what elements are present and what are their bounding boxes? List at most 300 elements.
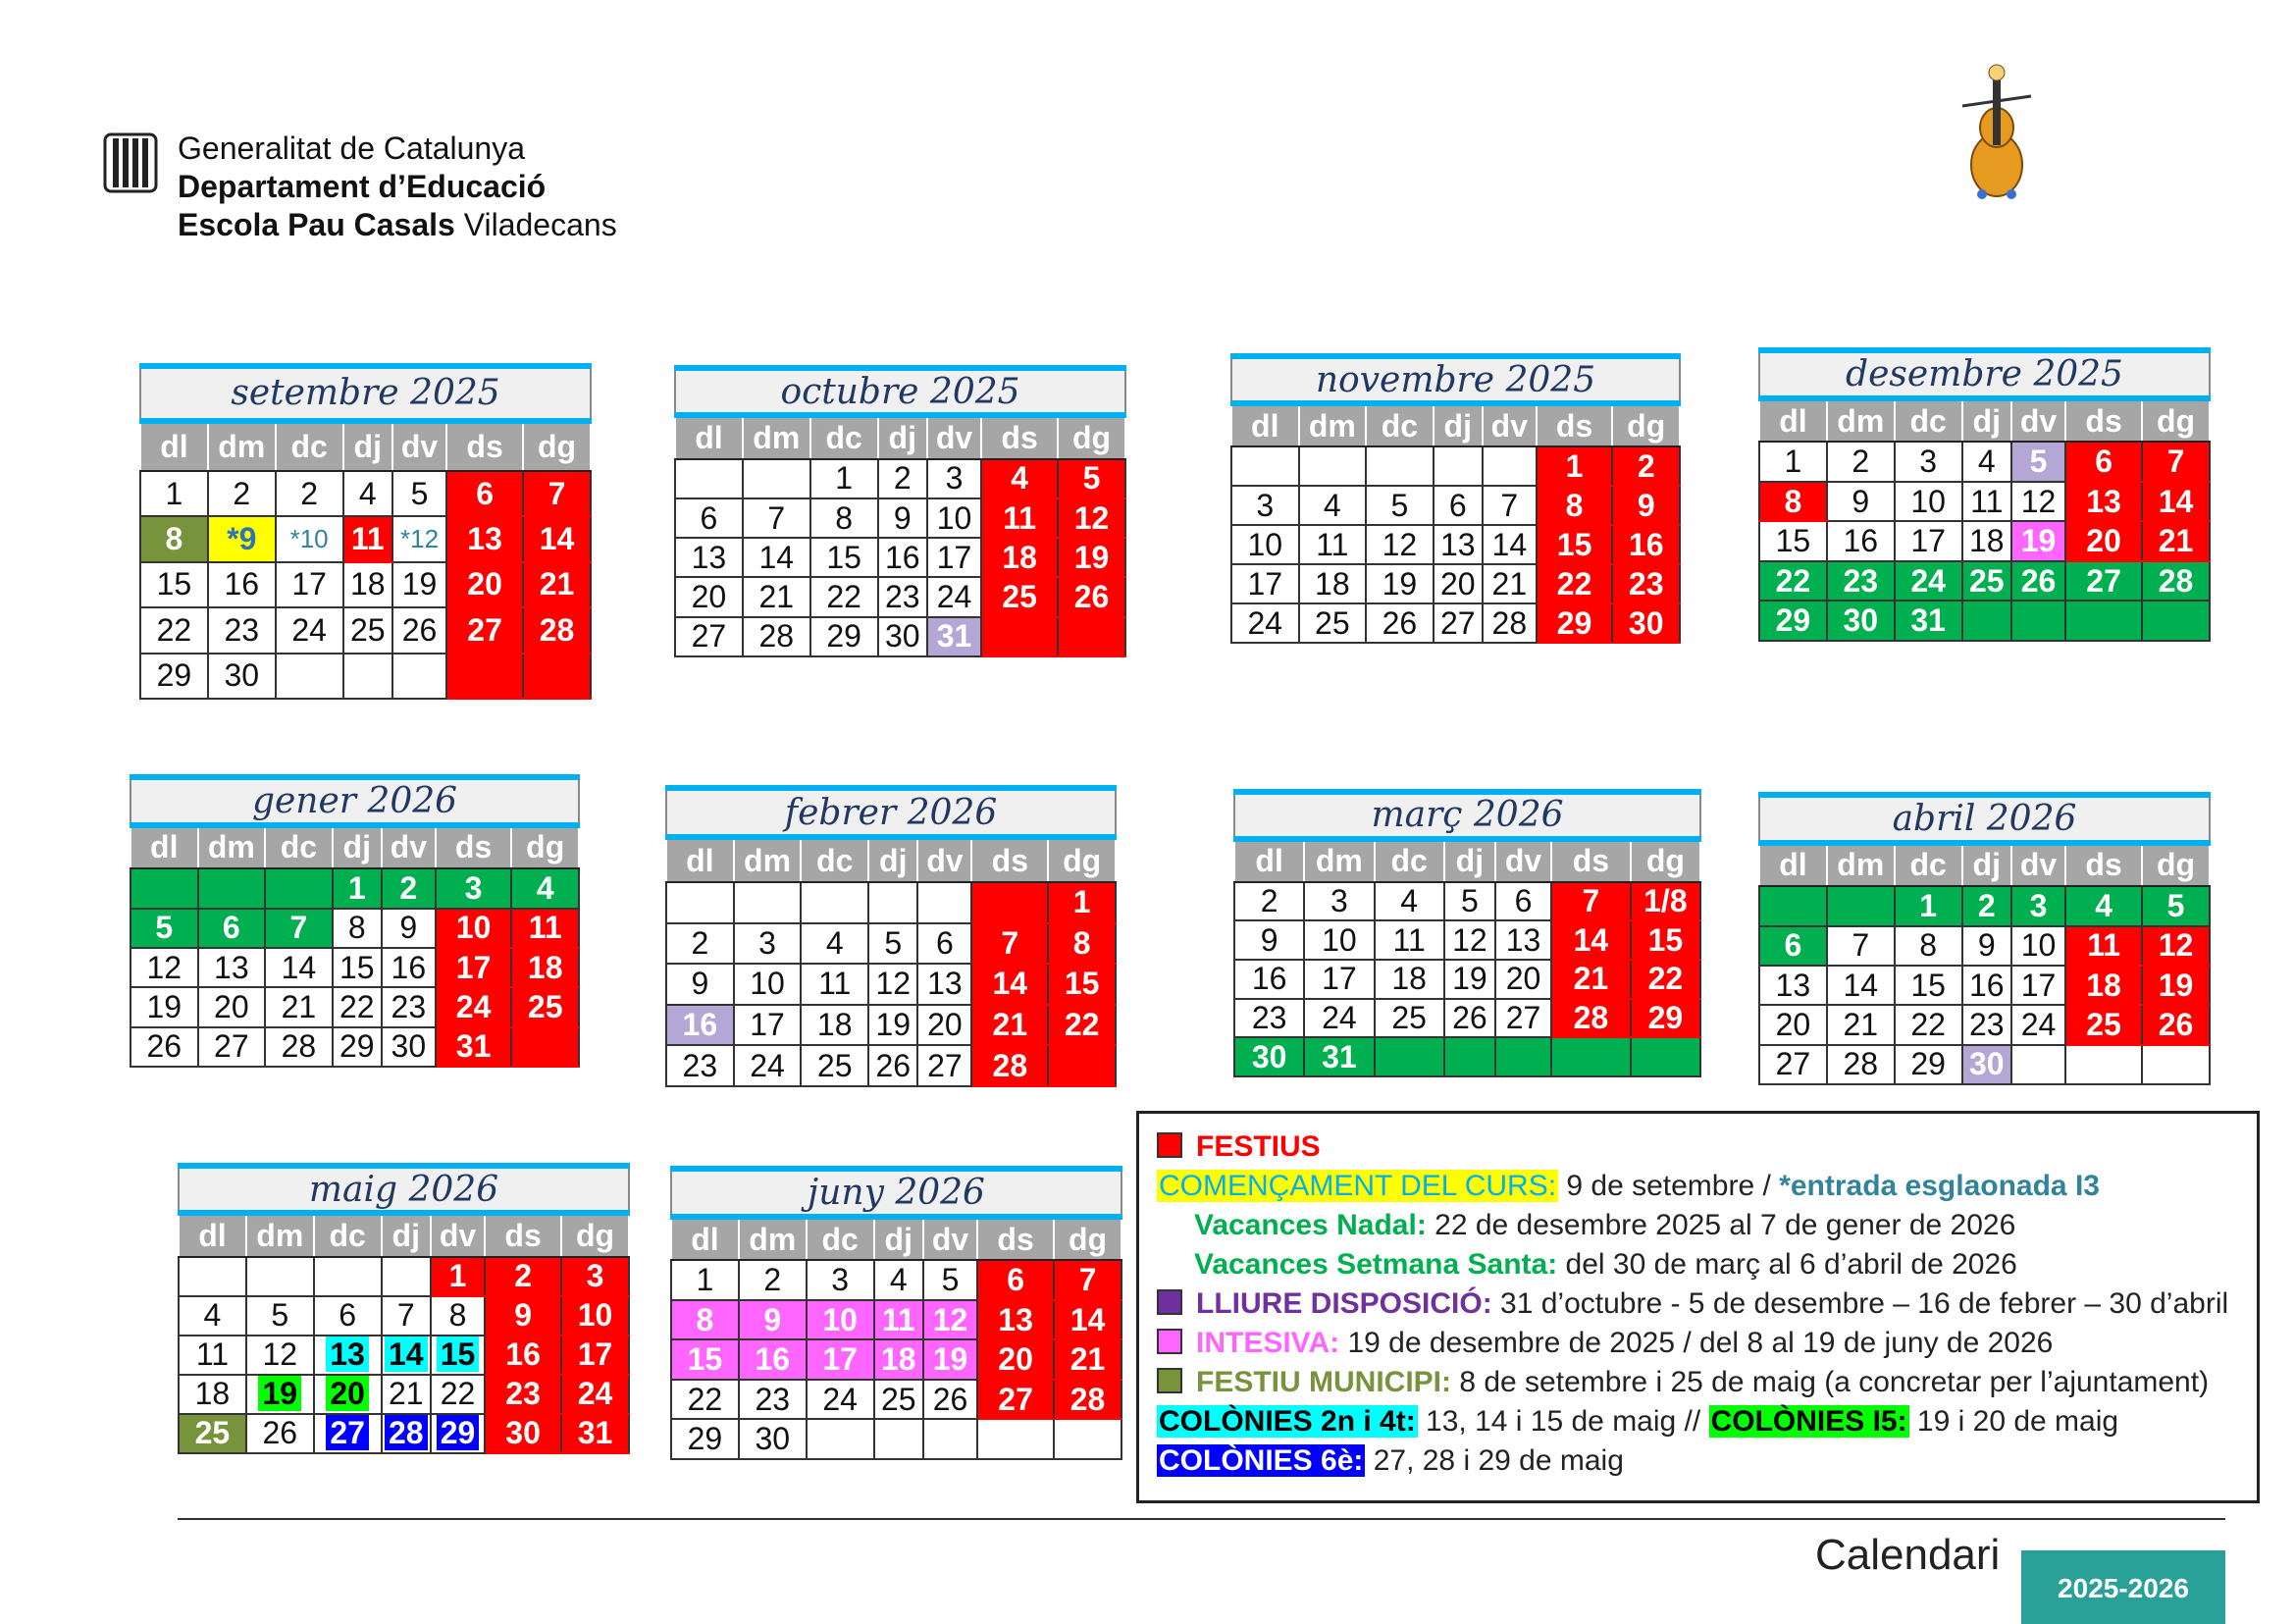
day-cell <box>1366 525 1434 564</box>
day-number: 22 <box>440 1376 476 1412</box>
day-cell <box>917 1005 971 1046</box>
day-number: 8 <box>1919 927 1937 964</box>
day-number: 26 <box>875 1047 912 1083</box>
day-cell <box>1612 603 1680 643</box>
day-cell <box>1962 1005 2011 1044</box>
day-cell <box>561 1257 629 1296</box>
day-cell <box>868 882 917 923</box>
day-number: 12 <box>2158 927 2194 964</box>
week-row <box>130 987 579 1026</box>
day-cell <box>2011 1005 2065 1044</box>
day-cell <box>2142 521 2210 561</box>
day-number: 5 <box>1460 882 1479 918</box>
day-number: 11 <box>818 966 852 1002</box>
legend-col6-text: 27, 28 i 29 de maig <box>1365 1444 1624 1477</box>
legend-col24-label: COLÒNIES 2n i 4t: <box>1159 1405 1416 1438</box>
day-cell <box>140 654 208 699</box>
day-cell <box>1231 486 1299 525</box>
day-number: *9 <box>227 521 257 557</box>
day-cell <box>276 516 343 561</box>
day-number: 24 <box>1322 999 1357 1035</box>
day-number: 24 <box>822 1381 858 1417</box>
day-cell <box>1895 561 1962 602</box>
day-cell <box>265 909 333 948</box>
day-number: 27 <box>326 1415 369 1450</box>
day-number: 2 <box>514 1258 532 1294</box>
day-number: 11 <box>881 1301 915 1337</box>
day-number: 3 <box>831 1262 849 1298</box>
weekday-header: dj <box>382 1213 431 1256</box>
day-number: 18 <box>194 1376 231 1412</box>
day-cell <box>1631 960 1700 999</box>
day-cell <box>1366 603 1434 643</box>
day-cell <box>561 1375 629 1414</box>
month-title: octubre 2025 <box>675 368 1125 415</box>
day-number: 13 <box>1505 921 1541 958</box>
weekday-header: dl <box>1234 839 1304 882</box>
day-cell <box>1444 882 1495 921</box>
day-cell <box>2011 1045 2065 1084</box>
day-number: 23 <box>1968 1006 2005 1042</box>
day-cell <box>671 1300 739 1340</box>
day-cell <box>392 607 446 653</box>
day-number: 21 <box>2158 523 2194 559</box>
day-cell <box>1551 960 1631 999</box>
day-cell <box>927 577 981 616</box>
day-cell <box>511 909 579 948</box>
day-cell <box>977 1260 1054 1300</box>
day-number: 15 <box>1556 526 1592 562</box>
day-cell <box>1895 1045 1962 1084</box>
week-row <box>666 1045 1116 1086</box>
day-cell <box>1048 964 1116 1005</box>
day-cell <box>179 1375 246 1414</box>
day-number: 25 <box>816 1047 853 1083</box>
day-cell <box>1759 926 1827 966</box>
day-cell <box>971 1005 1048 1046</box>
header-line2: Departament d’Educació <box>178 169 547 204</box>
day-number: 7 <box>1001 924 1019 961</box>
week-row <box>1759 601 2210 641</box>
day-cell <box>2065 1045 2142 1084</box>
day-cell <box>1612 525 1680 564</box>
weekday-header: dc <box>1366 403 1434 446</box>
day-number: 6 <box>936 924 954 961</box>
day-number: 23 <box>505 1376 541 1412</box>
day-cell <box>1962 1045 2011 1084</box>
day-cell <box>801 1045 868 1086</box>
day-cell <box>276 562 343 607</box>
day-number: 26 <box>401 611 438 648</box>
day-number: 1 <box>448 1258 467 1294</box>
day-number: 6 <box>1448 487 1467 523</box>
day-cell <box>2011 561 2065 602</box>
day-number: 1 <box>1919 887 1937 923</box>
day-number: 14 <box>758 539 795 575</box>
legend-intensiva-label: INTESIVA: <box>1196 1327 1340 1359</box>
day-cell <box>1495 960 1551 999</box>
day-cell <box>382 987 436 1026</box>
day-number: 19 <box>1452 961 1487 997</box>
day-cell <box>2065 561 2142 602</box>
day-number: 14 <box>1491 526 1528 562</box>
weekday-header: ds <box>977 1217 1054 1261</box>
day-number: 23 <box>224 611 260 648</box>
day-number: 28 <box>1843 1046 1879 1082</box>
day-cell <box>1231 525 1299 564</box>
day-cell <box>1759 1005 1827 1044</box>
day-number: 5 <box>884 924 903 961</box>
day-cell <box>446 562 523 607</box>
day-cell <box>1962 926 2011 966</box>
school-name: Escola Pau Casals <box>178 207 455 242</box>
day-number: 18 <box>1002 539 1037 575</box>
day-cell <box>1231 446 1299 486</box>
day-cell <box>1231 603 1299 643</box>
day-cell <box>382 1336 431 1375</box>
day-number: 27 <box>1505 999 1541 1035</box>
day-cell <box>246 1336 314 1375</box>
day-number: 5 <box>410 475 429 511</box>
generalitat-logo-icon <box>103 132 158 193</box>
day-cell <box>739 1339 807 1380</box>
day-number: 6 <box>1784 927 1802 964</box>
week-row <box>1759 926 2210 966</box>
day-cell <box>810 617 878 656</box>
day-cell <box>807 1260 874 1300</box>
day-cell <box>675 498 743 538</box>
day-number: 1 <box>1784 444 1802 480</box>
day-number: 21 <box>539 566 575 602</box>
day-cell <box>179 1257 246 1296</box>
day-cell <box>2065 926 2142 966</box>
day-cell <box>1759 601 1827 641</box>
day-number: 25 <box>1968 562 2005 599</box>
day-cell <box>1234 960 1304 999</box>
day-cell <box>382 1027 436 1067</box>
day-number: 8 <box>347 910 366 946</box>
day-number: 29 <box>687 1421 723 1457</box>
day-cell <box>431 1257 485 1296</box>
day-cell <box>868 964 917 1005</box>
day-cell <box>810 498 878 538</box>
day-number: 13 <box>467 521 502 557</box>
legend-inici-text: 9 de setembre / <box>1558 1170 1780 1202</box>
day-cell <box>743 538 810 577</box>
day-cell <box>1631 999 1700 1038</box>
day-number: 11 <box>1392 921 1426 958</box>
day-cell <box>140 471 208 516</box>
day-cell <box>1304 920 1374 960</box>
day-number: 16 <box>1251 961 1287 997</box>
day-cell <box>1495 882 1551 921</box>
day-cell <box>431 1336 485 1375</box>
day-number: 5 <box>155 910 174 946</box>
legend-santa-label: Vacances Setmana Santa: <box>1194 1248 1558 1281</box>
month-calendar <box>665 785 1117 1087</box>
day-number: 23 <box>755 1381 791 1417</box>
day-number: 26 <box>1452 999 1487 1035</box>
day-number: 22 <box>1064 1007 1100 1043</box>
lliure-swatch-icon <box>1157 1289 1182 1315</box>
day-cell <box>977 1300 1054 1340</box>
day-number: 13 <box>1439 526 1476 562</box>
day-cell <box>1537 525 1613 564</box>
day-cell <box>130 909 198 948</box>
day-number: 21 <box>1491 565 1528 602</box>
month-title: febrer 2026 <box>666 788 1116 837</box>
weekday-header: dj <box>868 837 917 882</box>
day-cell <box>130 868 198 908</box>
weekday-header: dg <box>1058 415 1125 458</box>
day-number: 10 <box>750 966 785 1002</box>
day-cell <box>314 1414 382 1453</box>
day-number: 4 <box>203 1297 222 1334</box>
day-cell <box>140 607 208 653</box>
day-number: 28 <box>758 618 795 655</box>
day-number: 7 <box>1582 882 1600 918</box>
day-number: 17 <box>1247 565 1283 602</box>
day-cell <box>807 1339 874 1380</box>
day-cell <box>671 1419 739 1459</box>
day-cell <box>1895 1005 1962 1044</box>
day-number: 27 <box>927 1047 963 1083</box>
week-row <box>179 1336 629 1375</box>
day-cell <box>392 516 446 561</box>
day-number: 12 <box>1073 499 1110 536</box>
day-cell <box>179 1336 246 1375</box>
weekday-header: dc <box>265 825 333 869</box>
day-number: 20 <box>214 988 249 1024</box>
day-cell <box>1827 482 1895 522</box>
weekday-header: ds <box>981 415 1058 458</box>
header-line1: Generalitat de Catalunya <box>178 131 525 166</box>
day-number: 8 <box>1784 483 1802 519</box>
day-cell <box>198 909 266 948</box>
day-number: 3 <box>1330 882 1348 918</box>
day-cell <box>485 1336 561 1375</box>
day-cell <box>1827 601 1895 641</box>
day-number: 28 <box>539 611 575 648</box>
weekday-header: dv <box>923 1217 977 1261</box>
day-cell <box>1962 561 2011 602</box>
day-number: *10 <box>289 524 329 554</box>
day-cell <box>130 1027 198 1067</box>
day-number: 4 <box>536 869 554 906</box>
day-number: 4 <box>889 1262 908 1298</box>
day-number: 19 <box>1382 565 1418 602</box>
day-number: 17 <box>291 566 327 602</box>
weekday-header: dm <box>734 837 802 882</box>
violin-mascot-icon <box>1953 57 2041 204</box>
legend-municipi-text: 8 de setembre i 25 de maig (a concretar per l’ajuntament) <box>1451 1366 2210 1398</box>
day-number: 23 <box>1251 999 1287 1035</box>
day-number: *12 <box>400 524 440 554</box>
day-cell <box>2142 886 2210 925</box>
day-cell <box>2065 1005 2142 1044</box>
day-number: 25 <box>880 1381 916 1417</box>
day-cell <box>511 868 579 908</box>
day-cell <box>446 516 523 561</box>
day-cell <box>1299 564 1367 603</box>
day-cell <box>923 1380 977 1420</box>
day-cell <box>977 1380 1054 1420</box>
day-cell <box>2142 601 2210 641</box>
day-cell <box>977 1339 1054 1380</box>
day-number: 20 <box>1505 961 1541 997</box>
day-number: 6 <box>1007 1262 1024 1298</box>
day-cell <box>246 1414 314 1453</box>
day-cell <box>1827 1045 1895 1084</box>
day-cell <box>675 617 743 656</box>
day-cell <box>739 1380 807 1420</box>
day-number: 18 <box>527 949 563 985</box>
day-cell <box>523 607 591 653</box>
day-number: 20 <box>326 1376 369 1411</box>
legend-lliure-label: LLIURE DISPOSICIÓ: <box>1196 1287 1492 1320</box>
weekday-header: dc <box>1895 398 1962 443</box>
day-cell <box>1058 459 1125 498</box>
day-cell <box>1299 603 1367 643</box>
day-number: 1/8 <box>1643 882 1688 918</box>
day-cell <box>743 577 810 616</box>
day-cell <box>971 882 1048 923</box>
weekday-header: dv <box>431 1213 485 1256</box>
month-title: juny 2026 <box>671 1169 1121 1217</box>
day-cell <box>2065 886 2142 925</box>
intensiva-swatch-icon <box>1157 1329 1182 1354</box>
week-row <box>671 1380 1121 1420</box>
weekday-header: dl <box>1759 398 1827 443</box>
day-cell <box>2011 521 2065 561</box>
day-cell <box>801 1005 868 1046</box>
day-number: 11 <box>1316 526 1349 562</box>
day-cell <box>807 1380 874 1420</box>
day-cell <box>878 459 927 498</box>
day-cell <box>431 1296 485 1336</box>
week-row <box>1231 446 1680 486</box>
weekday-header: dm <box>1304 839 1374 882</box>
day-cell <box>2065 442 2142 482</box>
day-number: 29 <box>339 1028 375 1065</box>
weekday-header: dv <box>917 837 971 882</box>
day-cell <box>1759 442 1827 482</box>
week-row <box>179 1375 629 1414</box>
day-number: 29 <box>826 618 861 655</box>
festius-swatch-icon <box>1157 1132 1182 1158</box>
day-number: 26 <box>262 1415 298 1451</box>
month-title: desembre 2025 <box>1759 350 2210 398</box>
day-number: 13 <box>1775 967 1811 1003</box>
legend-colI5-text: 19 i 20 de maig <box>1908 1405 2119 1438</box>
day-cell <box>1537 564 1613 603</box>
day-number: 28 <box>2158 562 2194 599</box>
day-cell <box>1299 446 1367 486</box>
day-cell <box>981 498 1058 538</box>
day-number: 23 <box>1843 562 1879 599</box>
day-cell <box>666 882 734 923</box>
day-cell <box>675 459 743 498</box>
day-number: 12 <box>1382 526 1418 562</box>
day-cell <box>561 1296 629 1336</box>
day-cell <box>198 948 266 987</box>
day-cell <box>1234 920 1304 960</box>
legend-municipi-label: FESTIU MUNICIPI: <box>1196 1366 1451 1398</box>
day-number: 16 <box>1968 967 2005 1003</box>
weekday-header: dm <box>1299 403 1367 446</box>
day-number: 20 <box>2086 523 2121 559</box>
day-cell <box>1759 1045 1827 1084</box>
week-row <box>1234 999 1700 1038</box>
week-row <box>1231 486 1680 525</box>
day-cell <box>807 1419 874 1459</box>
day-cell <box>1058 498 1125 538</box>
weekday-header: dm <box>743 415 810 458</box>
day-cell <box>140 516 208 561</box>
week-row <box>130 909 579 948</box>
day-cell <box>382 909 436 948</box>
day-number: 20 <box>691 579 727 615</box>
municipi-swatch-icon <box>1157 1368 1182 1393</box>
month-title: abril 2026 <box>1759 795 2210 843</box>
day-cell <box>1827 442 1895 482</box>
day-number: 18 <box>1315 565 1350 602</box>
day-number: 2 <box>691 924 709 961</box>
weekday-header: ds <box>1551 839 1631 882</box>
day-cell <box>198 1027 266 1067</box>
weekday-header: dj <box>1962 843 2011 887</box>
day-cell <box>2011 966 2065 1005</box>
day-cell <box>666 964 734 1005</box>
day-number: 16 <box>1628 526 1664 562</box>
day-cell <box>1048 882 1116 923</box>
day-cell <box>1537 486 1613 525</box>
day-cell <box>1895 966 1962 1005</box>
day-number: 1 <box>1072 884 1091 920</box>
day-cell <box>1366 446 1434 486</box>
day-number: 9 <box>1260 921 1278 958</box>
day-number: 25 <box>527 988 563 1024</box>
day-number: 3 <box>945 460 964 497</box>
day-cell <box>333 987 382 1026</box>
day-cell <box>1304 960 1374 999</box>
day-cell <box>179 1414 246 1453</box>
day-number: 10 <box>822 1301 858 1337</box>
day-cell <box>2011 482 2065 522</box>
day-cell <box>511 987 579 1026</box>
day-number: 12 <box>932 1301 968 1337</box>
day-number: 7 <box>767 499 786 536</box>
day-number: 21 <box>1069 1341 1106 1378</box>
day-number: 3 <box>586 1258 604 1294</box>
day-number: 28 <box>1069 1381 1106 1417</box>
day-number: 25 <box>194 1415 231 1451</box>
day-number: 2 <box>1977 887 1996 923</box>
week-row <box>666 964 1116 1005</box>
day-number: 5 <box>941 1262 960 1298</box>
weekday-header: dv <box>927 415 981 458</box>
day-number: 11 <box>195 1336 230 1373</box>
day-cell <box>276 654 343 699</box>
day-number: 1 <box>347 869 366 906</box>
week-row <box>1759 442 2210 482</box>
weekday-header: dg <box>2142 843 2210 887</box>
day-cell <box>1375 960 1444 999</box>
day-cell <box>523 654 591 699</box>
day-number: 7 <box>289 910 308 946</box>
weekday-header: ds <box>2065 398 2142 443</box>
day-cell <box>1434 525 1483 564</box>
